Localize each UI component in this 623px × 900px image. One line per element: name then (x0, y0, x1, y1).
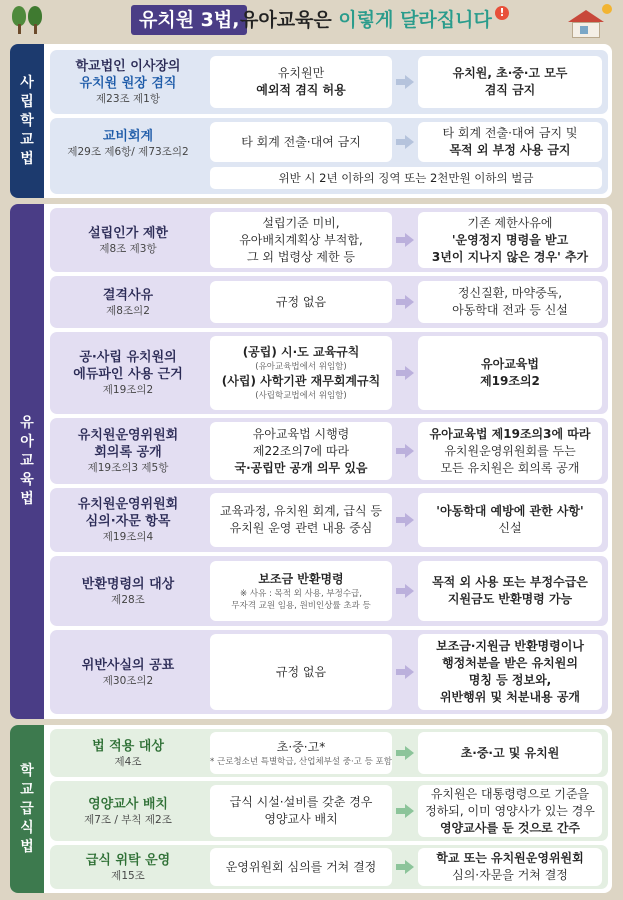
row-label: 유치원운영위원회 회의록 공개 제19조의3 제5항 (77, 428, 179, 474)
before-box: 타 회계 전출·대여 금지 (210, 122, 392, 162)
law-row (50, 630, 608, 714)
law-row (50, 208, 608, 272)
section-label: 사립학교법 (10, 44, 44, 198)
law-row (50, 50, 608, 114)
row-label: 급식 위탁 운영 제15조 (85, 852, 171, 882)
before-box: 운영위원회 심의를 거쳐 결정 (210, 848, 392, 886)
arrow-right-icon (396, 135, 414, 149)
tree-icon (28, 6, 42, 32)
before-box: 유치원만 예외적 겸직 허용 (210, 56, 392, 108)
row-label: 위반사실의 공표 제30조의2 (81, 657, 175, 687)
law-row (50, 781, 608, 841)
before-box: 초·중·고* * 근로청소년 특별학급, 산업체부설 중·고 등 포함 (210, 732, 392, 774)
arrow-right-icon (396, 804, 414, 818)
arrow-right-icon (396, 75, 414, 89)
before-box: (공립) 시·도 교육규칙 (유아교육법에서 위임함) (사립) 사학기관 재무회계규칙 (사립학교법에서 위임함) (210, 336, 392, 410)
exclamation-icon: ! (495, 6, 509, 20)
law-row (50, 118, 608, 194)
after-box: 학교 또는 유치원운영위원회 심의·자문을 거쳐 결정 (418, 848, 602, 886)
arrow-right-icon (396, 665, 414, 679)
arrow-right-icon (396, 444, 414, 458)
row-label: 반환명령의 대상 제28조 (81, 576, 175, 606)
law-row (50, 276, 608, 328)
penalty-note: 위반 시 2년 이하의 징역 또는 2천만원 이하의 벌금 (210, 167, 602, 189)
section-private-school-act (10, 44, 612, 198)
after-box: 유아교육법 제19조의3에 따라 유치원운영위원회를 두는 모든 유치원은 회의록 공개 (418, 422, 602, 480)
house-icon (568, 10, 604, 38)
header (0, 0, 623, 44)
after-box: '아동학대 예방에 관한 사항' 신설 (418, 493, 602, 547)
after-box: 유아교육법 제19조의2 (418, 336, 602, 410)
after-box: 유치원, 초·중·고 모두 겸직 금지 (418, 56, 602, 108)
row-label: 영양교사 배치 제7조 / 부칙 제2조 (84, 796, 172, 826)
section-school-meals-act (10, 725, 612, 893)
row-label: 법 적용 대상 제4조 (92, 738, 164, 768)
after-box: 유치원은 대통령령으로 기준을 정하되, 이미 영양사가 있는 경우 영양교사를 둔 것으로 간주 (418, 785, 602, 837)
law-row (50, 418, 608, 484)
row-label: 교비회계 제29조 제6항/ 제73조의2 (67, 128, 189, 158)
section-label: 학교급식법 (10, 725, 44, 893)
law-row (50, 556, 608, 626)
before-box: 규정 없음 (210, 634, 392, 710)
title-badge: 유치원 3법, (131, 5, 247, 35)
arrow-right-icon (396, 860, 414, 874)
before-box: 유아교육법 시행령 제22조의7에 따라 국·공립만 공개 의무 있음 (210, 422, 392, 480)
before-box: 보조금 반환명령 ※ 사유 : 목적 외 사용, 부정수급, 무자격 교원 임용, 원비인상률 초과 등 (210, 561, 392, 621)
row-label: 학교법인 이사장의 유치원 원장 겸직 제23조 제1항 (75, 59, 181, 105)
before-box: 설립기준 미비, 유아배치계획상 부적합, 그 외 법령상 제한 등 (210, 212, 392, 268)
after-box: 정신질환, 마약중독, 아동학대 전과 등 신설 (418, 281, 602, 323)
row-label: 설립인가 제한 제8조 제3항 (88, 225, 168, 255)
row-label: 유치원운영위원회 심의·자문 항목 제19조의4 (77, 497, 179, 543)
arrow-right-icon (396, 366, 414, 380)
sun-icon (602, 4, 612, 14)
before-box: 규정 없음 (210, 281, 392, 323)
tree-icon (12, 6, 26, 32)
law-row (50, 845, 608, 889)
section-label: 유아교육법 (10, 204, 44, 719)
row-label: 공·사립 유치원의 에듀파인 사용 근거 제19조의2 (73, 350, 183, 396)
after-box: 목적 외 사용 또는 부정수급은 지원금도 반환명령 가능 (418, 561, 602, 621)
page-title: 유아교육은 이렇게 달라집니다 (240, 9, 492, 31)
after-box: 기존 제한사유에 '운영정지 명령을 받고 3년이 지나지 않은 경우' 추가 (418, 212, 602, 268)
arrow-right-icon (396, 584, 414, 598)
before-box: 급식 시설·설비를 갖춘 경우 영양교사 배치 (210, 785, 392, 837)
row-label: 결격사유 제8조의2 (102, 287, 154, 317)
law-row (50, 488, 608, 552)
arrow-right-icon (396, 746, 414, 760)
law-row (50, 729, 608, 777)
arrow-right-icon (396, 513, 414, 527)
before-box: 교육과정, 유치원 회계, 급식 등 유치원 운영 관련 내용 중심 (210, 493, 392, 547)
law-row (50, 332, 608, 414)
section-early-childhood-education-act (10, 204, 612, 719)
arrow-right-icon (396, 295, 414, 309)
after-box: 보조금·지원금 반환명령이나 행정처분을 받은 유치원의 명칭 등 정보와, 위반행위 및 처분내용 공개 (418, 634, 602, 710)
arrow-right-icon (396, 233, 414, 247)
after-box: 초·중·고 및 유치원 (418, 732, 602, 774)
after-box: 타 회계 전출·대여 금지 및 목적 외 부정 사용 금지 (418, 122, 602, 162)
